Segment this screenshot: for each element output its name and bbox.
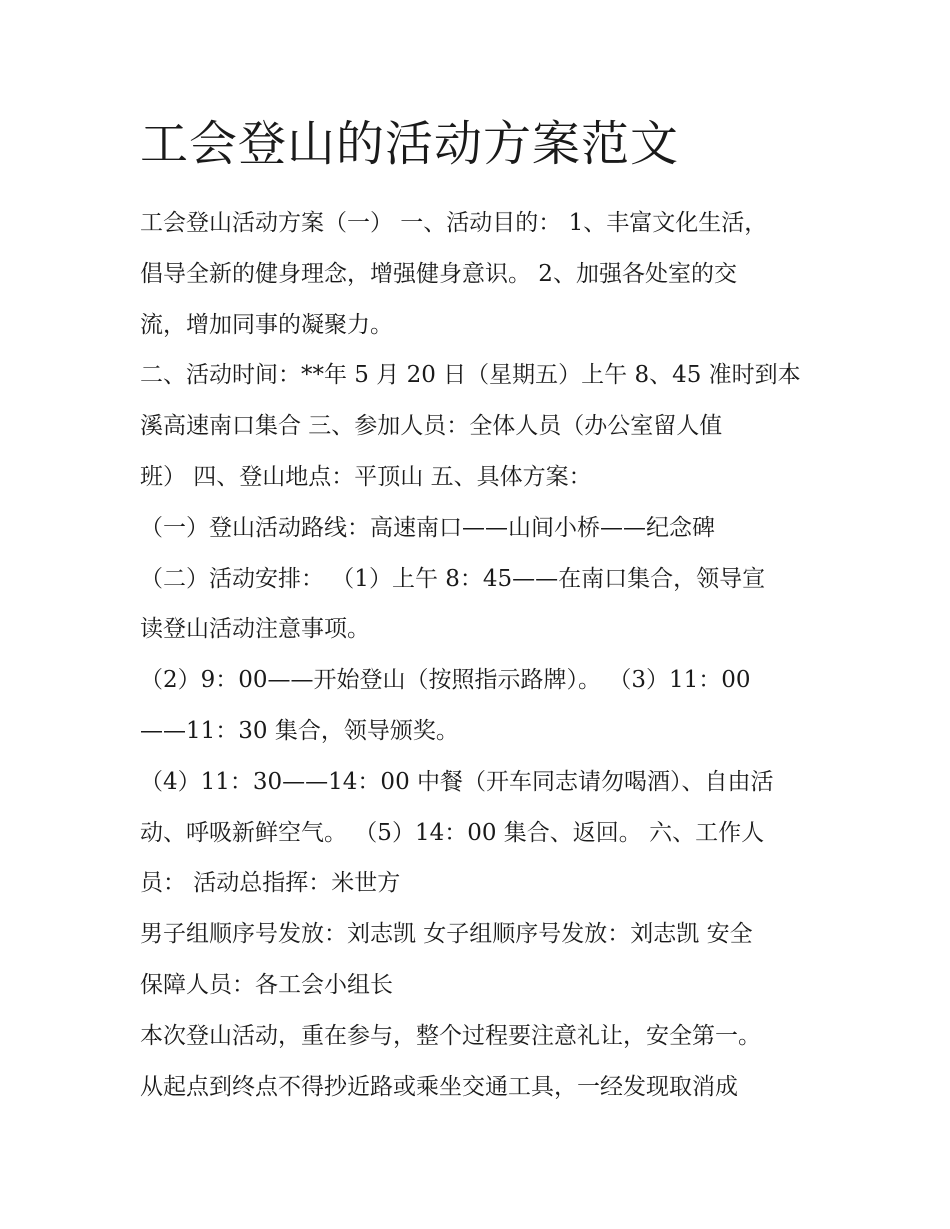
body-line: 保障人员：各工会小组长 <box>140 971 393 998</box>
body-line: 读登山活动注意事项。 <box>140 616 370 643</box>
document-title: 工会登山的活动方案范文 <box>140 116 680 172</box>
body-line: （2）9：00——开始登山（按照指示路牌）。 （3）11：00 <box>140 667 751 694</box>
body-line: ——11：30 集合，领导颁奖。 <box>140 717 459 744</box>
body-line: 动、呼吸新鲜空气。 （5）14：00 集合、返回。 六、工作人 <box>140 819 765 846</box>
body-line: 从起点到终点不得抄近路或乘坐交通工具，一经发现取消成 <box>140 1073 738 1100</box>
body-line: （一）登山活动路线：高速南口——山间小桥——纪念碑 <box>140 514 715 541</box>
body-line: 员： 活动总指挥：米世方 <box>140 870 401 897</box>
body-line: 班） 四、登山地点：平顶山 五、具体方案： <box>140 463 592 490</box>
body-line: （二）活动安排： （1）上午 8：45——在南口集合，领导宣 <box>140 565 766 592</box>
body-line: 流，增加同事的凝聚力。 <box>140 311 393 338</box>
body-line: 倡导全新的健身理念，增强健身意识。 2、加强各处室的交 <box>140 260 737 287</box>
body-line: （4）11：30——14：00 中餐（开车同志请勿喝酒）、自由活 <box>140 768 774 795</box>
body-line: 二、活动时间：**年 5 月 20 日（星期五）上午 8、45 准时到本 <box>140 362 801 389</box>
body-line: 男子组顺序号发放：刘志凯 女子组顺序号发放：刘志凯 安全 <box>140 921 753 948</box>
body-line: 溪高速南口集合 三、参加人员：全体人员（办公室留人值 <box>140 413 723 440</box>
document-body <box>140 198 830 1112</box>
body-line: 本次登山活动，重在参与，整个过程要注意礼让，安全第一。 <box>140 1022 761 1049</box>
body-line: 工会登山活动方案（一） 一、活动目的： 1、丰富文化生活， <box>140 210 768 236</box>
